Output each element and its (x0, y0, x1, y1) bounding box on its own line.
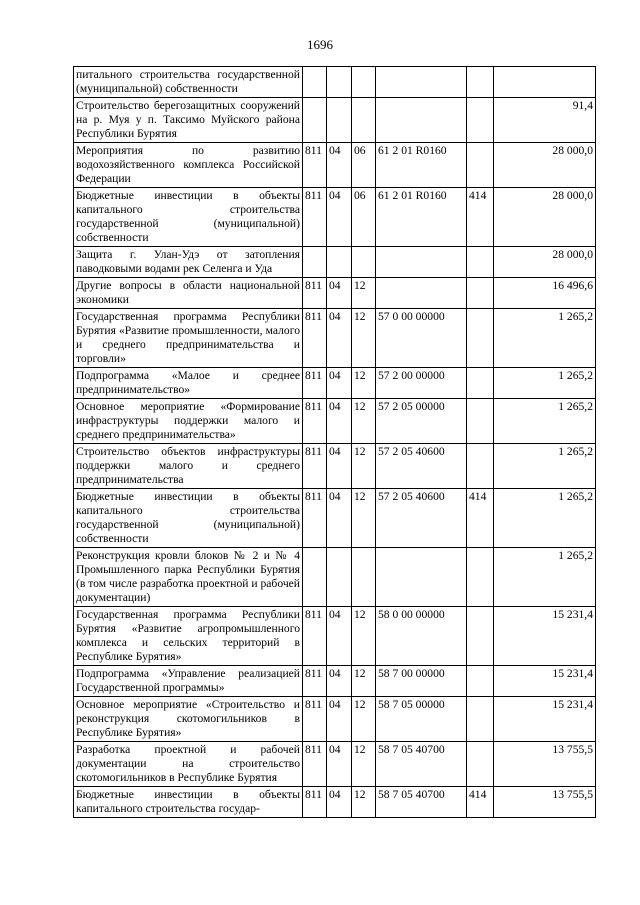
glava-code-cell: 811 (303, 697, 327, 742)
target-article-cell: 58 7 05 00000 (376, 697, 467, 742)
target-article-cell: 58 0 00 00000 (376, 607, 467, 666)
table-row (74, 742, 596, 787)
subsection-code-cell: 12 (352, 399, 376, 444)
expense-type-cell (467, 98, 494, 143)
target-article-cell (376, 278, 467, 309)
target-article-cell (376, 67, 467, 98)
amount-cell: 15 231,4 (494, 607, 596, 666)
table-row (74, 98, 596, 143)
row-name-cell: Защита г. Улан-Удэ от затопления паводковыми водами рек Селенга и Уда (74, 247, 303, 278)
row-name-cell: Бюджетные инвестиции в объекты капитального строительства государ- (74, 787, 303, 818)
row-name-cell: Государственная программа Республики Бурятия «Развитие промышленности, малого и среднего предпринимательства и торговли» (74, 309, 303, 368)
section-code-cell: 04 (327, 444, 352, 489)
subsection-code-cell: 12 (352, 742, 376, 787)
expense-type-cell (467, 67, 494, 98)
table-row (74, 548, 596, 607)
row-name-cell: Основное мероприятие «Формирование инфраструктуры поддержки малого и среднего предпринимательства» (74, 399, 303, 444)
table-row (74, 489, 596, 548)
table-row (74, 399, 596, 444)
subsection-code-cell: 12 (352, 697, 376, 742)
target-article-cell (376, 247, 467, 278)
section-code-cell: 04 (327, 143, 352, 188)
subsection-code-cell: 12 (352, 309, 376, 368)
glava-code-cell (303, 67, 327, 98)
glava-code-cell: 811 (303, 143, 327, 188)
glava-code-cell: 811 (303, 368, 327, 399)
glava-code-cell: 811 (303, 278, 327, 309)
amount-cell: 15 231,4 (494, 697, 596, 742)
glava-code-cell: 811 (303, 607, 327, 666)
table-row (74, 309, 596, 368)
row-name-cell: Строительство объектов инфраструктуры поддержки малого и среднего предпринимательства (74, 444, 303, 489)
subsection-code-cell: 12 (352, 666, 376, 697)
expense-type-cell (467, 666, 494, 697)
amount-cell: 28 000,0 (494, 143, 596, 188)
subsection-code-cell (352, 98, 376, 143)
expense-type-cell (467, 143, 494, 188)
expense-type-cell (467, 742, 494, 787)
target-article-cell: 58 7 05 40700 (376, 742, 467, 787)
table-row (74, 368, 596, 399)
target-article-cell: 58 7 00 00000 (376, 666, 467, 697)
row-name-cell: Государственная программа Республики Бурятия «Развитие агропромышленного комплекса и сельских территорий в Республике Бурятия» (74, 607, 303, 666)
expense-type-cell (467, 368, 494, 399)
row-name-cell: Подпрограмма «Управление реализацией Государственной программы» (74, 666, 303, 697)
expense-type-cell (467, 278, 494, 309)
table-row (74, 143, 596, 188)
expense-type-cell (467, 399, 494, 444)
row-name-cell: питального строительства государственной (муниципальной) собственности (74, 67, 303, 98)
row-name-cell: Бюджетные инвестиции в объекты капитального строительства государственной (муниципальной) собственности (74, 489, 303, 548)
row-name-cell: Мероприятия по развитию водохозяйственного комплекса Российской Федерации (74, 143, 303, 188)
section-code-cell: 04 (327, 666, 352, 697)
amount-cell: 1 265,2 (494, 368, 596, 399)
table-row (74, 787, 596, 818)
glava-code-cell (303, 548, 327, 607)
table-row (74, 697, 596, 742)
expense-type-cell (467, 697, 494, 742)
glava-code-cell: 811 (303, 787, 327, 818)
amount-cell: 1 265,2 (494, 309, 596, 368)
subsection-code-cell: 12 (352, 787, 376, 818)
expense-type-cell: 414 (467, 489, 494, 548)
target-article-cell: 58 7 05 40700 (376, 787, 467, 818)
glava-code-cell: 811 (303, 309, 327, 368)
glava-code-cell: 811 (303, 489, 327, 548)
section-code-cell: 04 (327, 309, 352, 368)
subsection-code-cell: 12 (352, 278, 376, 309)
amount-cell: 1 265,2 (494, 399, 596, 444)
amount-cell: 1 265,2 (494, 489, 596, 548)
subsection-code-cell: 06 (352, 188, 376, 247)
target-article-cell (376, 98, 467, 143)
row-name-cell: Подпрограмма «Малое и среднее предпринимательство» (74, 368, 303, 399)
target-article-cell: 57 0 00 00000 (376, 309, 467, 368)
subsection-code-cell (352, 67, 376, 98)
subsection-code-cell (352, 548, 376, 607)
target-article-cell: 57 2 05 00000 (376, 399, 467, 444)
section-code-cell: 04 (327, 697, 352, 742)
target-article-cell: 61 2 01 R0160 (376, 143, 467, 188)
section-code-cell: 04 (327, 188, 352, 247)
subsection-code-cell: 12 (352, 489, 376, 548)
section-code-cell: 04 (327, 278, 352, 309)
section-code-cell: 04 (327, 489, 352, 548)
glava-code-cell: 811 (303, 742, 327, 787)
table-row (74, 278, 596, 309)
subsection-code-cell: 12 (352, 368, 376, 399)
page-number: 1696 (307, 37, 333, 52)
amount-cell: 1 265,2 (494, 444, 596, 489)
section-code-cell (327, 548, 352, 607)
target-article-cell: 57 2 05 40600 (376, 444, 467, 489)
table-row (74, 666, 596, 697)
section-code-cell (327, 98, 352, 143)
amount-cell: 28 000,0 (494, 188, 596, 247)
table-body (74, 67, 596, 818)
row-name-cell: Строительство берегозащитных сооружений на р. Муя у п. Таксимо Муйского района Республики Бурятия (74, 98, 303, 143)
budget-table (73, 66, 596, 818)
amount-cell: 1 265,2 (494, 548, 596, 607)
subsection-code-cell: 06 (352, 143, 376, 188)
subsection-code-cell: 12 (352, 444, 376, 489)
expense-type-cell (467, 548, 494, 607)
target-article-cell (376, 548, 467, 607)
row-name-cell: Другие вопросы в области национальной экономики (74, 278, 303, 309)
glava-code-cell (303, 247, 327, 278)
expense-type-cell (467, 247, 494, 278)
section-code-cell: 04 (327, 787, 352, 818)
amount-cell (494, 67, 596, 98)
row-name-cell: Бюджетные инвестиции в объекты капитального строительства государственной (муниципальной) собственности (74, 188, 303, 247)
table-row (74, 67, 596, 98)
glava-code-cell: 811 (303, 444, 327, 489)
amount-cell: 13 755,5 (494, 742, 596, 787)
section-code-cell (327, 247, 352, 278)
row-name-cell: Реконструкция кровли блоков № 2 и № 4 Промышленного парка Республики Бурятия (в том числе разработка проектной и рабочей документации) (74, 548, 303, 607)
expense-type-cell (467, 607, 494, 666)
glava-code-cell (303, 98, 327, 143)
subsection-code-cell: 12 (352, 607, 376, 666)
table-row (74, 188, 596, 247)
section-code-cell: 04 (327, 742, 352, 787)
row-name-cell: Основное мероприятие «Строительство и реконструкция скотомогильников в Республике Бурятия» (74, 697, 303, 742)
table-row (74, 607, 596, 666)
expense-type-cell (467, 444, 494, 489)
amount-cell: 16 496,6 (494, 278, 596, 309)
target-article-cell: 57 2 00 00000 (376, 368, 467, 399)
amount-cell: 28 000,0 (494, 247, 596, 278)
glava-code-cell: 811 (303, 399, 327, 444)
amount-cell: 13 755,5 (494, 787, 596, 818)
target-article-cell: 61 2 01 R0160 (376, 188, 467, 247)
amount-cell: 91,4 (494, 98, 596, 143)
section-code-cell: 04 (327, 368, 352, 399)
table-row (74, 444, 596, 489)
row-name-cell: Разработка проектной и рабочей документации на строительство скотомогильников в Республике Бурятия (74, 742, 303, 787)
amount-cell: 15 231,4 (494, 666, 596, 697)
glava-code-cell: 811 (303, 666, 327, 697)
expense-type-cell (467, 309, 494, 368)
table-row (74, 247, 596, 278)
target-article-cell: 57 2 05 40600 (376, 489, 467, 548)
expense-type-cell: 414 (467, 787, 494, 818)
glava-code-cell: 811 (303, 188, 327, 247)
section-code-cell: 04 (327, 399, 352, 444)
expense-type-cell: 414 (467, 188, 494, 247)
subsection-code-cell (352, 247, 376, 278)
section-code-cell (327, 67, 352, 98)
section-code-cell: 04 (327, 607, 352, 666)
